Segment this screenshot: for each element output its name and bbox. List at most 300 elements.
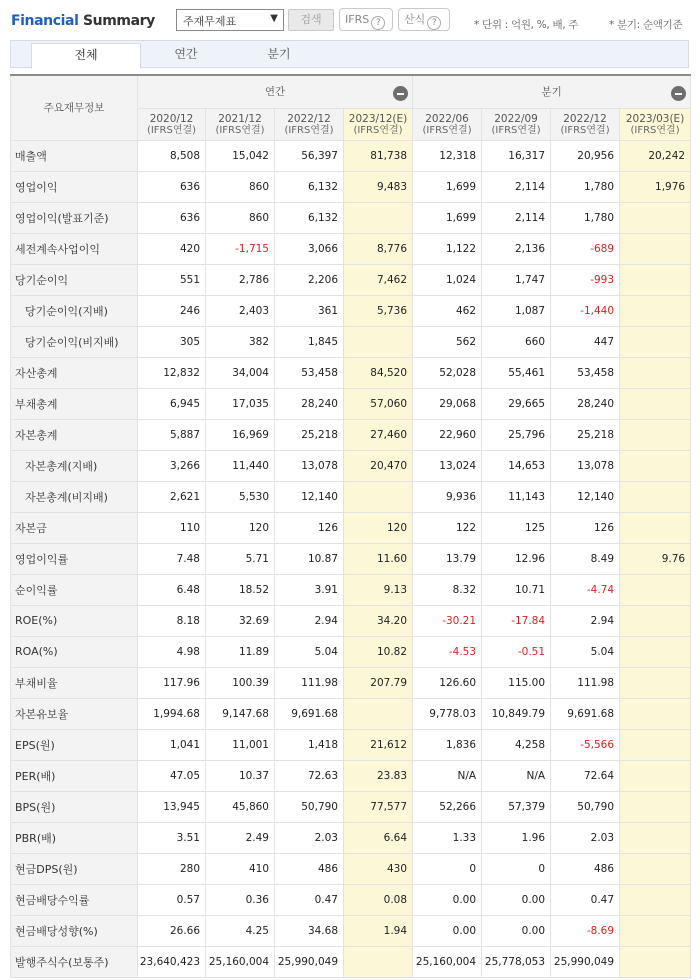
formula-label: 산식 [404, 13, 426, 26]
table-cell: 0.47 [275, 884, 344, 915]
table-cell: 126 [551, 512, 620, 543]
ifrs-help-button[interactable] [339, 8, 393, 31]
table-cell: 5,736 [344, 295, 413, 326]
table-cell: 9,936 [413, 481, 482, 512]
table-cell: 16,317 [482, 140, 551, 171]
table-cell: 8.18 [138, 605, 206, 636]
table-cell: 430 [344, 853, 413, 884]
table-row [11, 729, 691, 760]
table-cell [344, 698, 413, 729]
table-cell: 6,945 [138, 388, 206, 419]
table-cell: 9.76 [620, 543, 691, 574]
column-basis: (IFRS연결) [146, 125, 197, 136]
table-cell: 81,738 [344, 140, 413, 171]
tab-all[interactable]: 전체 [31, 43, 141, 69]
table-cell: 4.98 [138, 636, 206, 667]
table-cell: 1,747 [482, 264, 551, 295]
table-cell: 860 [206, 202, 275, 233]
table-cell [620, 698, 691, 729]
ifrs-label: IFRS [345, 13, 370, 26]
table-cell: 72.64 [551, 760, 620, 791]
row-label: 현금DPS(원) [11, 853, 138, 884]
table-cell: 34.68 [275, 915, 344, 946]
table-cell: 447 [551, 326, 620, 357]
row-label: 당기순이익(비지배) [11, 326, 138, 357]
unit-note: * 단위 : 억원, %, 배, 주 [474, 19, 579, 31]
table-cell: 14,653 [482, 450, 551, 481]
table-row [11, 295, 691, 326]
column-basis: (IFRS연결) [560, 125, 610, 136]
table-cell: 29,665 [482, 388, 551, 419]
column-period: 2023/12(E) [348, 113, 408, 125]
table-cell: 56,397 [275, 140, 344, 171]
top-bar [0, 0, 700, 40]
table-cell [620, 264, 691, 295]
table-cell: 115.00 [482, 667, 551, 698]
table-cell [344, 946, 413, 977]
table-row [11, 884, 691, 915]
table-cell: 26.66 [138, 915, 206, 946]
table-cell: 0.47 [551, 884, 620, 915]
table-cell: N/A [413, 760, 482, 791]
table-cell: 126 [275, 512, 344, 543]
row-label: 영업이익(발표기준) [11, 202, 138, 233]
table-cell: -1,715 [206, 233, 275, 264]
table-cell: 361 [275, 295, 344, 326]
table-cell: 1,780 [551, 171, 620, 202]
table-cell: 53,458 [275, 357, 344, 388]
row-label: 자본유보율 [11, 698, 138, 729]
table-cell: 2,136 [482, 233, 551, 264]
table-cell: 0.57 [138, 884, 206, 915]
table-cell [620, 295, 691, 326]
column-header [413, 108, 482, 140]
table-cell: 3.51 [138, 822, 206, 853]
quarterly-group-label: 분기 [541, 86, 562, 99]
table-cell: 53,458 [551, 357, 620, 388]
table-cell: 6,132 [275, 202, 344, 233]
chevron-down-icon: ▼ [270, 13, 278, 24]
table-cell [620, 419, 691, 450]
table-cell: 8.49 [551, 543, 620, 574]
table-cell: 13,078 [551, 450, 620, 481]
table-cell: 1,087 [482, 295, 551, 326]
corner-header: 주요재무정보 [11, 75, 138, 140]
table-cell: 117.96 [138, 667, 206, 698]
table-cell: 860 [206, 171, 275, 202]
table-cell [620, 884, 691, 915]
table-cell: 25,990,049 [275, 946, 344, 977]
table-cell [620, 791, 691, 822]
table-cell: 25,218 [551, 419, 620, 450]
table-row [11, 419, 691, 450]
column-header [138, 108, 206, 140]
table-cell: 1,845 [275, 326, 344, 357]
table-cell: 0.00 [413, 915, 482, 946]
table-cell: 0.00 [482, 915, 551, 946]
table-cell: 0 [482, 853, 551, 884]
row-label: 순이익률 [11, 574, 138, 605]
table-cell [620, 946, 691, 977]
annual-group-label: 연간 [264, 86, 286, 99]
row-label: 현금배당수익률 [11, 884, 138, 915]
table-cell: 207.79 [344, 667, 413, 698]
row-label: 발행주식수(보통주) [11, 946, 138, 977]
table-cell: 18.52 [206, 574, 275, 605]
table-cell [620, 853, 691, 884]
table-cell: 305 [138, 326, 206, 357]
table-cell: 2,621 [138, 481, 206, 512]
table-cell: 12,832 [138, 357, 206, 388]
table-cell: 25,218 [275, 419, 344, 450]
table-cell: 5.04 [275, 636, 344, 667]
table-cell: 3,066 [275, 233, 344, 264]
column-period: 2022/12 [563, 113, 607, 125]
table-cell: 1.96 [482, 822, 551, 853]
table-cell [620, 574, 691, 605]
table-cell: 12,140 [275, 481, 344, 512]
table-cell: 55,461 [482, 357, 551, 388]
table-cell: 13.79 [413, 543, 482, 574]
table-cell: 1,699 [413, 202, 482, 233]
table-cell: 12.96 [482, 543, 551, 574]
table-row [11, 698, 691, 729]
table-cell: 1,699 [413, 171, 482, 202]
collapse-quarterly-icon[interactable] [671, 86, 686, 101]
table-row [11, 543, 691, 574]
formula-help-button[interactable] [398, 8, 450, 31]
row-label: 자본총계 [11, 419, 138, 450]
table-cell: 2.03 [275, 822, 344, 853]
table-cell: 280 [138, 853, 206, 884]
table-cell [620, 729, 691, 760]
table-cell: 32.69 [206, 605, 275, 636]
table-row [11, 326, 691, 357]
table-cell: 120 [206, 512, 275, 543]
table-cell: 72.63 [275, 760, 344, 791]
column-basis: (IFRS연결) [215, 125, 265, 136]
table-cell: 77,577 [344, 791, 413, 822]
row-label: BPS(원) [11, 791, 138, 822]
table-cell: 636 [138, 171, 206, 202]
table-cell: 17,035 [206, 388, 275, 419]
column-period: 2020/12 [149, 113, 194, 125]
period-basis-note: * 분기: 순액기준 [609, 19, 683, 31]
row-label: ROE(%) [11, 605, 138, 636]
table-cell: 25,778,053 [482, 946, 551, 977]
table-cell: 50,790 [275, 791, 344, 822]
table-cell: 13,024 [413, 450, 482, 481]
title-financial: Financial [11, 13, 79, 29]
column-header [206, 108, 275, 140]
table-cell: 1,024 [413, 264, 482, 295]
table-cell: 2,114 [482, 171, 551, 202]
row-label: PBR(배) [11, 822, 138, 853]
table-cell [344, 326, 413, 357]
table-row [11, 512, 691, 543]
table-cell: 660 [482, 326, 551, 357]
column-period: 2022/09 [494, 113, 538, 125]
table-cell: 13,078 [275, 450, 344, 481]
table-cell: 1,836 [413, 729, 482, 760]
table-cell: 12,318 [413, 140, 482, 171]
table-cell: 486 [275, 853, 344, 884]
table-cell [620, 512, 691, 543]
table-cell: 11,001 [206, 729, 275, 760]
table-cell: 462 [413, 295, 482, 326]
table-cell [344, 202, 413, 233]
table-cell: 52,266 [413, 791, 482, 822]
table-cell: 2.03 [551, 822, 620, 853]
table-cell: 9,147.68 [206, 698, 275, 729]
table-cell [620, 915, 691, 946]
table-cell: 21,612 [344, 729, 413, 760]
table-cell: 1,041 [138, 729, 206, 760]
row-label: 매출액 [11, 140, 138, 171]
table-row [11, 388, 691, 419]
table-cell: 5.04 [551, 636, 620, 667]
table-cell: 2.49 [206, 822, 275, 853]
table-cell: 0.08 [344, 884, 413, 915]
table-row [11, 202, 691, 233]
table-cell: 10.37 [206, 760, 275, 791]
table-cell: 10.71 [482, 574, 551, 605]
table-cell: 10.87 [275, 543, 344, 574]
table-cell: 100.39 [206, 667, 275, 698]
table-cell: -4.53 [413, 636, 482, 667]
table-cell: 1,418 [275, 729, 344, 760]
row-label: 자본금 [11, 512, 138, 543]
table-cell: 0.00 [413, 884, 482, 915]
table-cell: N/A [482, 760, 551, 791]
table-cell [620, 326, 691, 357]
table-cell: 551 [138, 264, 206, 295]
table-row [11, 853, 691, 884]
period-tabs [10, 40, 689, 68]
row-label: 당기순이익(지배) [11, 295, 138, 326]
table-cell: 8,508 [138, 140, 206, 171]
table-cell: 2,786 [206, 264, 275, 295]
table-cell [620, 636, 691, 667]
table-cell: 11.89 [206, 636, 275, 667]
tab-quarterly[interactable]: 분기 [267, 47, 291, 61]
column-header [620, 108, 691, 140]
page-title [11, 13, 155, 29]
table-cell: -993 [551, 264, 620, 295]
table-cell: 10,849.79 [482, 698, 551, 729]
column-header [482, 108, 551, 140]
table-cell: 34.20 [344, 605, 413, 636]
table-cell [344, 481, 413, 512]
table-cell [620, 481, 691, 512]
table-cell: 84,520 [344, 357, 413, 388]
table-cell: 23,640,423 [138, 946, 206, 977]
question-icon: ? [371, 16, 385, 30]
table-row [11, 450, 691, 481]
row-label: ROA(%) [11, 636, 138, 667]
table-cell: 4,258 [482, 729, 551, 760]
column-header [551, 108, 620, 140]
table-cell [620, 822, 691, 853]
table-row [11, 946, 691, 977]
search-button[interactable]: 검색 [288, 9, 334, 31]
row-label: 부채비율 [11, 667, 138, 698]
table-cell: 1,976 [620, 171, 691, 202]
table-cell: -30.21 [413, 605, 482, 636]
statement-type-select[interactable] [176, 9, 284, 31]
table-cell: 3.91 [275, 574, 344, 605]
table-cell: -1,440 [551, 295, 620, 326]
table-cell: 9.13 [344, 574, 413, 605]
row-label: 현금배당성향(%) [11, 915, 138, 946]
table-cell: -689 [551, 233, 620, 264]
table-cell: 111.98 [551, 667, 620, 698]
table-cell: 1.94 [344, 915, 413, 946]
table-cell: 57,379 [482, 791, 551, 822]
table-row [11, 233, 691, 264]
table-row [11, 140, 691, 171]
column-basis: (IFRS연결) [491, 125, 541, 136]
table-cell: 15,042 [206, 140, 275, 171]
table-cell: 47.05 [138, 760, 206, 791]
table-cell: 1,122 [413, 233, 482, 264]
column-period: 2021/12 [218, 113, 262, 125]
financial-summary-table [10, 74, 691, 978]
table-cell: 7,462 [344, 264, 413, 295]
collapse-annual-icon[interactable] [393, 86, 408, 101]
table-cell: 4.25 [206, 915, 275, 946]
table-cell: 45,860 [206, 791, 275, 822]
table-cell: -17.84 [482, 605, 551, 636]
table-cell: 410 [206, 853, 275, 884]
table-cell [620, 233, 691, 264]
column-header [344, 108, 413, 140]
table-cell: 2,206 [275, 264, 344, 295]
statement-type-value: 주재무제표 [183, 15, 237, 28]
row-label: 자본총계(비지배) [11, 481, 138, 512]
table-row [11, 791, 691, 822]
table-cell: 9,778.03 [413, 698, 482, 729]
table-cell: 8,776 [344, 233, 413, 264]
table-cell: 22,960 [413, 419, 482, 450]
table-cell: 111.98 [275, 667, 344, 698]
table-cell: 6,132 [275, 171, 344, 202]
table-cell: 2,114 [482, 202, 551, 233]
table-cell: 636 [138, 202, 206, 233]
table-cell: 25,160,004 [413, 946, 482, 977]
table-cell: 25,160,004 [206, 946, 275, 977]
table-cell: 16,969 [206, 419, 275, 450]
table-cell: 1.33 [413, 822, 482, 853]
financial-summary-body [11, 140, 691, 977]
table-cell: 2,403 [206, 295, 275, 326]
table-cell: -8.69 [551, 915, 620, 946]
table-row [11, 264, 691, 295]
table-cell [620, 760, 691, 791]
table-row [11, 667, 691, 698]
quarterly-group-header [413, 75, 691, 108]
table-row [11, 636, 691, 667]
table-cell: 3,266 [138, 450, 206, 481]
table-cell [620, 605, 691, 636]
table-cell: 5,887 [138, 419, 206, 450]
table-cell: 57,060 [344, 388, 413, 419]
table-cell: 23.83 [344, 760, 413, 791]
table-cell: 9,691.68 [275, 698, 344, 729]
table-row [11, 822, 691, 853]
row-label: PER(배) [11, 760, 138, 791]
table-cell: 5,530 [206, 481, 275, 512]
table-cell: -4.74 [551, 574, 620, 605]
row-label: 세전계속사업이익 [11, 233, 138, 264]
table-cell: 6.48 [138, 574, 206, 605]
column-period: 2022/06 [425, 113, 469, 125]
table-cell: 2.94 [275, 605, 344, 636]
table-cell: 246 [138, 295, 206, 326]
table-cell: 125 [482, 512, 551, 543]
table-cell: 110 [138, 512, 206, 543]
table-cell: 120 [344, 512, 413, 543]
table-row [11, 171, 691, 202]
table-cell: 11,440 [206, 450, 275, 481]
table-cell: 20,242 [620, 140, 691, 171]
column-header [275, 108, 344, 140]
table-cell: 52,028 [413, 357, 482, 388]
table-cell: 126.60 [413, 667, 482, 698]
table-cell: 34,004 [206, 357, 275, 388]
column-period: 2022/12 [287, 113, 331, 125]
question-icon: ? [427, 16, 441, 30]
table-cell: 122 [413, 512, 482, 543]
table-cell [620, 202, 691, 233]
table-cell: 9,691.68 [551, 698, 620, 729]
table-cell [620, 667, 691, 698]
table-cell: 1,780 [551, 202, 620, 233]
table-cell: 1,994.68 [138, 698, 206, 729]
row-label: 자산총계 [11, 357, 138, 388]
table-cell: 28,240 [551, 388, 620, 419]
table-cell: 28,240 [275, 388, 344, 419]
table-row [11, 915, 691, 946]
table-cell: 420 [138, 233, 206, 264]
tab-annual[interactable]: 연간 [174, 47, 198, 61]
table-cell: 5.71 [206, 543, 275, 574]
row-label: 영업이익 [11, 171, 138, 202]
column-basis: (IFRS연결) [630, 125, 680, 136]
row-label: 영업이익률 [11, 543, 138, 574]
table-cell: 7.48 [138, 543, 206, 574]
row-label: 자본총계(지배) [11, 450, 138, 481]
table-cell: 8.32 [413, 574, 482, 605]
table-cell: 10.82 [344, 636, 413, 667]
column-basis: (IFRS연결) [284, 125, 334, 136]
table-row [11, 605, 691, 636]
table-cell: 27,460 [344, 419, 413, 450]
table-cell: 562 [413, 326, 482, 357]
row-label: 당기순이익 [11, 264, 138, 295]
table-cell: 12,140 [551, 481, 620, 512]
table-cell: 20,956 [551, 140, 620, 171]
table-cell: -0.51 [482, 636, 551, 667]
annual-group-header [138, 75, 413, 108]
table-cell: 11,143 [482, 481, 551, 512]
table-cell [620, 450, 691, 481]
table-cell: 0 [413, 853, 482, 884]
table-cell: 29,068 [413, 388, 482, 419]
table-cell: 25,796 [482, 419, 551, 450]
table-row [11, 481, 691, 512]
table-cell: 20,470 [344, 450, 413, 481]
